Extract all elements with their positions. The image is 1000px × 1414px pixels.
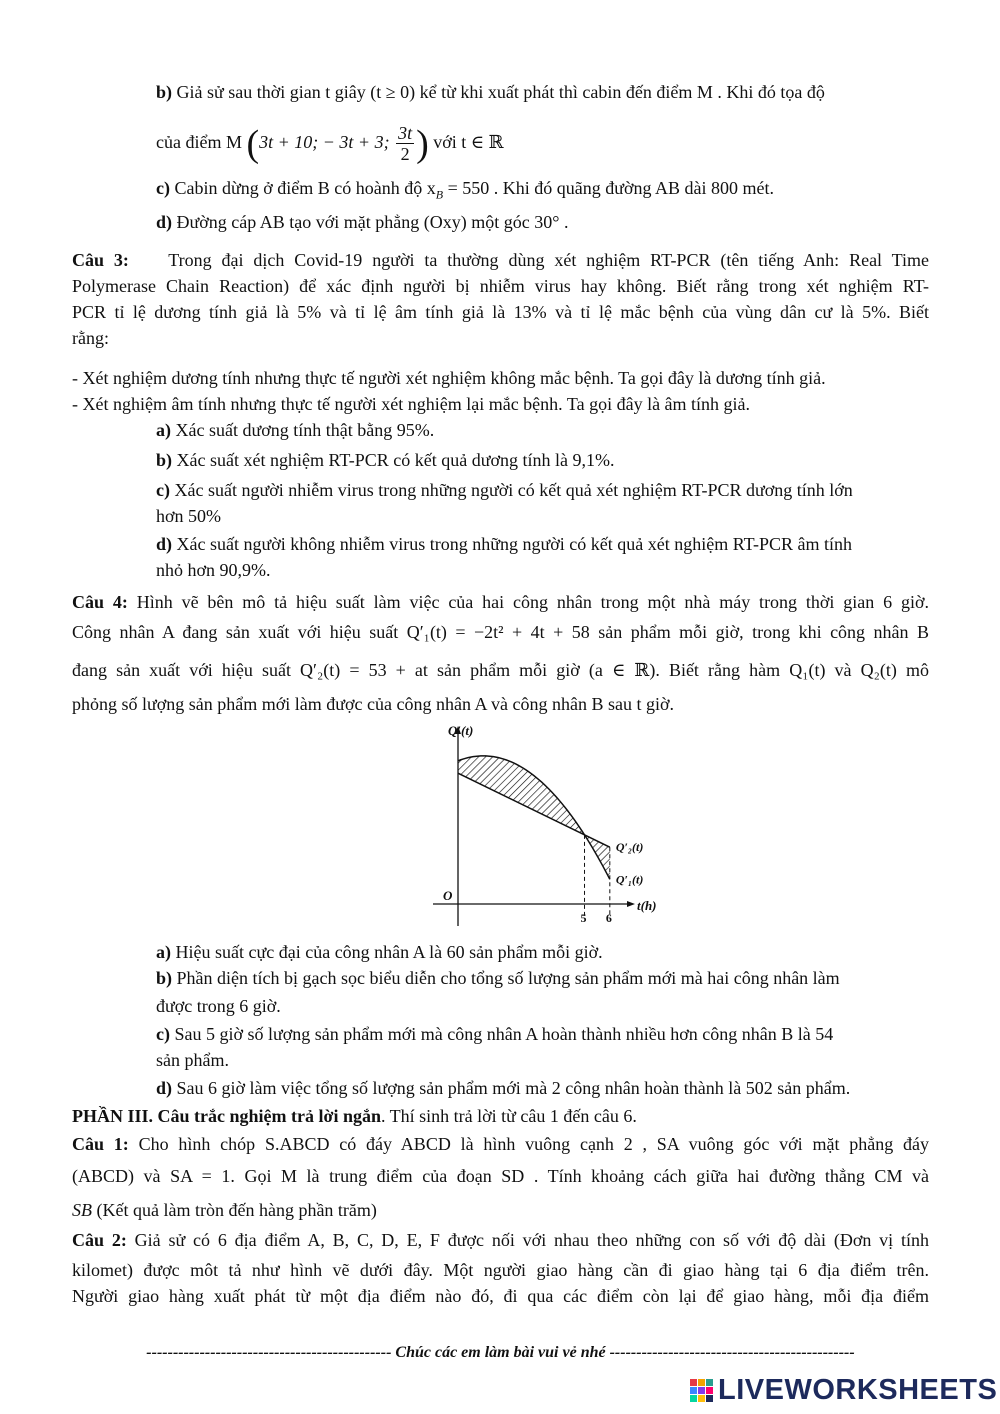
q4-line4: phỏng số lượng sản phẩm mới làm được của công nhân A và công nhân B sau t giờ. [72, 694, 674, 714]
q3-part-a: a) Xác suất dương tính thật bằng 95%. [156, 420, 435, 440]
logo-block [706, 1379, 713, 1386]
q4-line2: Công nhân A đang sản xuất với hiệu suất Q′₁(t) = −2t² + 4t + 58 sản phẩm mỗi giờ, trong khi công nhân B [72, 622, 929, 642]
q4-line3: đang sản xuất với hiệu suất Q′₂(t) = 53 + at sản phẩm mỗi giờ (a ∈ ℝ). Biết rằng hàm Q₁(t) và Q₂(t) mô [72, 660, 929, 680]
logo-block [690, 1387, 697, 1394]
q4-part-b-line1: b) Phần diện tích bị gạch sọc biểu diễn cho tổng số lượng sản phẩm mới mà hai công nhân làm [156, 968, 840, 988]
part3-c2-line1: Câu 2: Giả sử có 6 địa điểm A, B, C, D, E, F được nối với nhau theo những con số với độ dài (Đơn vị tính [72, 1230, 929, 1250]
x-axis-arrow [627, 901, 635, 907]
q3-line4: rằng: [72, 328, 109, 348]
q4-part-c-line2: sản phẩm. [156, 1050, 229, 1070]
part3-c1-line3: SB (Kết quả làm tròn đến hàng phần trăm) [72, 1200, 377, 1220]
q4-part-b-line2: được trong 6 giờ. [156, 996, 281, 1016]
q3-part-d-line1: d) Xác suất người không nhiễm virus trong những người có kết quả xét nghiệm RT-PCR âm tính [156, 534, 853, 554]
series-q2-label: Q′₂(t) [615, 840, 644, 855]
q3-line3: PCR tỉ lệ dương tính giả là 5% và tỉ lệ âm tính giả là 13% và tỉ lệ mắc bệnh của vùng dân cư là 5%. Biết [72, 302, 929, 322]
logo-block [698, 1395, 705, 1402]
logo-block [706, 1387, 713, 1394]
q2-part-c: c) Cabin dừng ở điểm B có hoành độ $x_B = 550$ . Khi đó quãng đường AB dài 800 mét. [156, 178, 774, 202]
logo-block [698, 1379, 705, 1386]
x-tick-label-6: 6 [605, 911, 612, 925]
q2-part-b-line1: b) Giả sử sau thời gian t giây (t ≥ 0) kể từ khi xuất phát thì cabin đến điểm M . Khi đó tọa độ [156, 82, 825, 102]
logo-block [698, 1387, 705, 1394]
q3-part-c-line2: hơn 50% [156, 506, 222, 526]
hatched-region [458, 756, 610, 879]
efficiency-chart [425, 718, 665, 938]
logo-text: LIVEWORKSHEETS [718, 1373, 998, 1406]
part3-c2-line3: Người giao hàng xuất phát từ một địa điểm nào đó, đi qua các điểm còn lại để giao hàng, mỗi địa điểm [72, 1286, 929, 1306]
origin-label: O [443, 888, 453, 903]
q2-part-d: d) Đường cáp AB tạo với mặt phẳng (Oxy) một góc 30° . [156, 212, 569, 232]
q3-line1: Câu 3: Trong đại dịch Covid-19 người ta thường dùng xét nghiệm RT-PCR (tên tiếng Anh: Real Time [72, 250, 929, 270]
logo-block [706, 1395, 713, 1402]
part3-c2-line2: kilomet) được môt tả như hình vẽ dưới đây. Một người giao hàng cần đi giao hàng tại 6 địa điểm trên. [72, 1260, 929, 1280]
part3-c1-line2: (ABCD) và SA = 1. Gọi M là trung điểm của đoạn SD . Tính khoảng cách giữa hai đường thẳng CM và [72, 1166, 929, 1186]
q3-definition-false-positive: - Xét nghiệm dương tính nhưng thực tế người xét nghiệm không mắc bệnh. Ta gọi đây là dương tính giả. [72, 368, 826, 388]
series-q1-label: Q′₁(t) [615, 872, 644, 887]
liveworksheets-logo[interactable] [690, 1374, 997, 1406]
y-axis-label: Q′(t) [448, 723, 474, 738]
x-axis-label: t(h) [637, 898, 657, 913]
q3-line2: Polymerase Chain Reaction) để xác định người bị nhiễm virus hay không. Biết rằng trong xét nghiệm RT- [72, 276, 929, 296]
footer-message: ---------------------------------------------- Chúc các em làm bài vui vẻ nhé ---------------------------------------------- [146, 1344, 855, 1361]
q4-part-c-line1: c) Sau 5 giờ số lượng sản phẩm mới mà công nhân A hoàn thành nhiều hơn công nhân B là 54 [156, 1024, 834, 1044]
q3-definition-false-negative: - Xét nghiệm âm tính nhưng thực tế người xét nghiệm lại mắc bệnh. Ta gọi đây là âm tính giả. [72, 394, 751, 414]
q3-part-c-line1: c) Xác suất người nhiễm virus trong những người có kết quả xét nghiệm RT-PCR dương tính lớn [156, 480, 853, 500]
x-tick-label-5: 5 [580, 911, 587, 925]
logo-block [690, 1379, 697, 1386]
q4-part-d: d) Sau 6 giờ làm việc tổng số lượng sản phẩm mới mà 2 công nhân hoàn thành là 502 sản phẩm. [156, 1078, 851, 1098]
q4-part-a: a) Hiệu suất cực đại của công nhân A là 60 sản phẩm mỗi giờ. [156, 942, 603, 962]
q3-part-b: b) Xác suất xét nghiệm RT-PCR có kết quả dương tính là 9,1%. [156, 450, 615, 470]
part3-c1-line1: Câu 1: Cho hình chóp S.ABCD có đáy ABCD là hình vuông cạnh 2 , SA vuông góc với mặt phẳng đáy [72, 1134, 929, 1154]
q3-part-d-line2: nhỏ hơn 90,9%. [156, 560, 271, 580]
logo-blocks-icon [690, 1379, 713, 1402]
q4-line1: Câu 4: Hình vẽ bên mô tả hiệu suất làm việc của hai công nhân trong một nhà máy trong thời gian 6 giờ. [72, 592, 929, 612]
fraction-3t-over-2: $\frac{3t}{2}$ [398, 123, 413, 165]
logo-block [690, 1395, 697, 1402]
part3-heading: PHẦN III. Câu trắc nghiệm trả lời ngắn. Thí sinh trả lời từ câu 1 đến câu 6. [72, 1106, 637, 1126]
q2-part-b-line2: của điểm M (3t + 10; − 3t + 3; $\frac{3t}{2}$ ) với t ∈ ℝ [156, 122, 504, 165]
